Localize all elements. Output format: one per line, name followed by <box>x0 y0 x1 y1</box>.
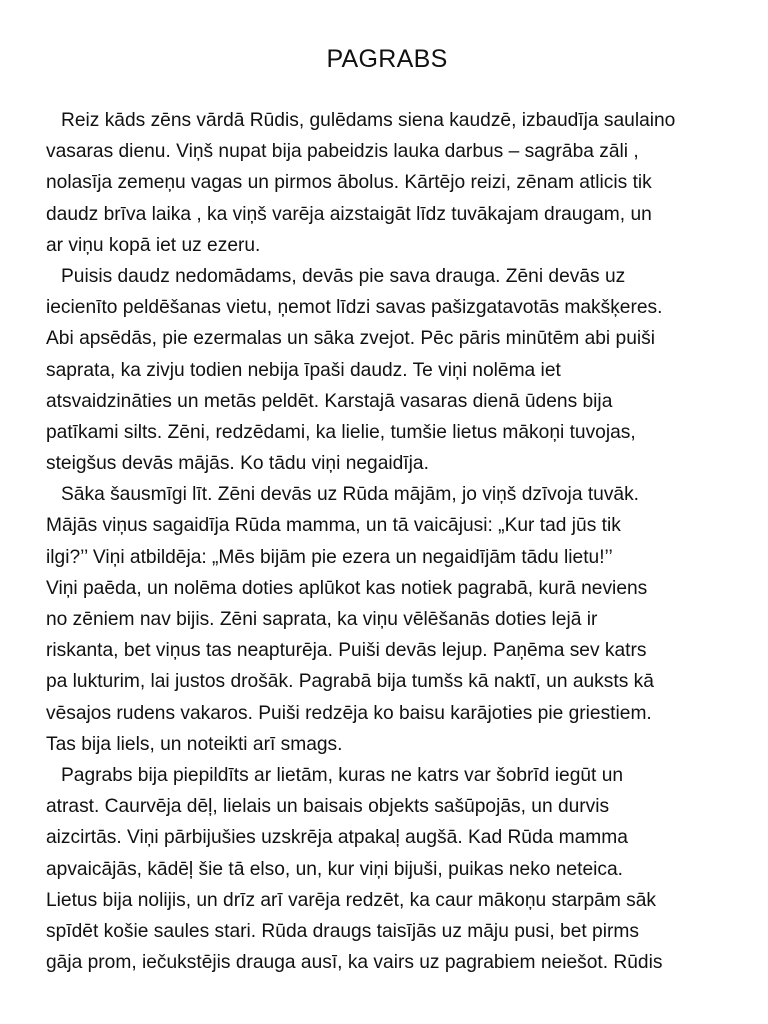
text-line: ilgi?’’ Viņi atbildēja: „Mēs bijām pie ezera un negaidījām tādu lietu!’’ <box>46 546 613 568</box>
text-line: gāja prom, iečukstējis drauga ausī, ka vairs uz pagrabiem neiešot. Rūdis <box>46 952 663 974</box>
text-line: Mājās viņus sagaidīja Rūda mamma, un tā vaicājusi: „Kur tad jūs tik <box>46 515 621 537</box>
text-line: daudz brīva laika , ka viņš varēja aizstaigāt līdz tuvākajam draugam, un <box>46 203 652 225</box>
paragraph-first-line: Puisis daudz nedomādams, devās pie sava drauga. Zēni devās uz <box>61 265 626 287</box>
text-line: Viņi paēda, un nolēma doties aplūkot kas notiek pagrabā, kurā neviens <box>46 577 648 599</box>
text-line: steigšus devās mājās. Ko tādu viņi negaidīja. <box>46 453 429 475</box>
text-line: atsvaidzināties un metās peldēt. Karstajā vasaras dienā ūdens bija <box>46 390 613 412</box>
paragraph-first-line: Sāka šausmīgi līt. Zēni devās uz Rūda mājām, jo viņš dzīvoja tuvāk. <box>61 484 640 506</box>
paragraph-first-line: Reiz kāds zēns vārdā Rūdis, gulēdams siena kaudzē, izbaudīja saulaino <box>61 110 676 131</box>
text-line: atrast. Caurvēja dēļ, lielais un baisais objekts sašūpojās, un durvis <box>46 796 610 818</box>
text-line: patīkami silts. Zēni, redzēdami, ka lielie, tumšie lietus mākoņi tuvojas, <box>46 421 636 443</box>
text-line: apvaicājās, kādēļ šie tā elso, un, kur viņi bijuši, puikas neko neteica. <box>46 858 624 880</box>
text-line: spīdēt košie saules stari. Rūda draugs taisījās uz māju pusi, bet pirms <box>46 920 639 942</box>
document-body <box>46 105 722 978</box>
text-line: no zēniem nav bijis. Zēni saprata, ka viņu vēlēšanās doties lejā ir <box>46 609 598 630</box>
text-line: Lietus bija nolijis, un drīz arī varēja redzēt, ka caur mākoņu starpām sāk <box>46 889 657 911</box>
text-line: iecienīto peldēšanas vietu, ņemot līdzi savas pašizgatavotās makšķeres. <box>46 297 663 319</box>
paragraph-first-line: Pagrabs bija piepildīts ar lietām, kuras ne katrs var šobrīd iegūt un <box>61 764 624 786</box>
text-line: ar viņu kopā iet uz ezeru. <box>46 234 261 256</box>
text-line: Abi apsēdās, pie ezermalas un sāka zvejot. Pēc pāris minūtēm abi puiši <box>46 328 655 350</box>
text-line: vasaras dienu. Viņš nupat bija pabeidzis lauka darbus – sagrāba zāli , <box>46 141 639 163</box>
text-line: aizcirtās. Viņi pārbijušies uzskrēja atpakaļ augšā. Kad Rūda mamma <box>46 827 628 849</box>
text-line: vēsajos rudens vakaros. Puiši redzēja ko baisu karājoties pie griestiem. <box>46 702 652 724</box>
text-line: pa lukturim, lai justos drošāk. Pagrabā bija tumšs kā naktī, un auksts kā <box>46 671 654 693</box>
text-line: riskanta, bet viņus tas neapturēja. Puiši devās lejup. Paņēma sev katrs <box>46 640 647 662</box>
text-line: nolasīja zemeņu vagas un pirmos ābolus. Kārtējo reizi, zēnam atlicis tik <box>46 172 652 194</box>
text-line: saprata, ka zivju todien nebija īpaši daudz. Te viņi nolēma iet <box>46 359 561 381</box>
text-line: Tas bija liels, un noteikti arī smags. <box>46 733 343 755</box>
document-title: PAGRABS <box>326 45 448 73</box>
